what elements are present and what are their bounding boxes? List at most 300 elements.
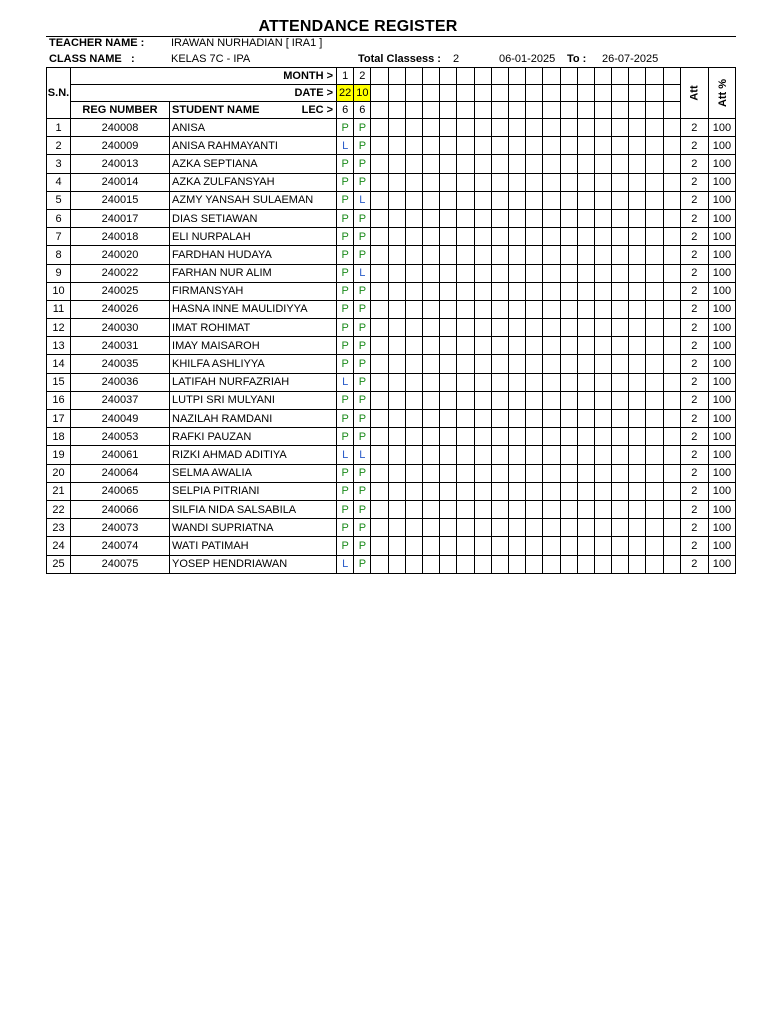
attendance-mark: P [337, 410, 354, 428]
empty-cell [474, 85, 491, 102]
empty-cell [612, 119, 629, 137]
empty-cell [577, 464, 594, 482]
empty-cell [491, 85, 508, 102]
empty-cell [508, 102, 525, 119]
empty-cell [440, 68, 457, 85]
empty-cell [457, 282, 474, 300]
empty-cell [663, 555, 680, 573]
empty-cell [405, 264, 422, 282]
empty-cell [371, 482, 388, 500]
empty-cell [594, 391, 611, 409]
att-percent: 100 [708, 500, 735, 518]
attendance-mark: P [354, 537, 371, 555]
serial-number: 9 [47, 264, 71, 282]
attendance-mark: P [354, 391, 371, 409]
attendance-mark: P [337, 173, 354, 191]
empty-cell [526, 155, 543, 173]
empty-cell [474, 428, 491, 446]
table-row [47, 137, 736, 155]
attendance-mark: L [337, 555, 354, 573]
empty-cell [457, 246, 474, 264]
empty-cell [629, 519, 646, 537]
empty-cell [388, 137, 405, 155]
att-count: 2 [680, 500, 708, 518]
empty-cell [594, 246, 611, 264]
empty-cell [508, 68, 525, 85]
empty-cell [594, 519, 611, 537]
student-name: NAZILAH RAMDANI [170, 410, 337, 428]
table-row [47, 355, 736, 373]
empty-cell [663, 173, 680, 191]
attendance-mark: P [354, 482, 371, 500]
empty-cell [594, 319, 611, 337]
attendance-mark: P [354, 337, 371, 355]
empty-cell [577, 337, 594, 355]
empty-cell [371, 85, 388, 102]
table-row [47, 209, 736, 227]
empty-cell [388, 173, 405, 191]
serial-number: 17 [47, 410, 71, 428]
empty-cell [491, 300, 508, 318]
student-name-header: STUDENT NAME [172, 104, 260, 116]
reg-number: 240053 [71, 428, 170, 446]
empty-cell [508, 446, 525, 464]
empty-cell [491, 191, 508, 209]
table-row [47, 482, 736, 500]
empty-cell [508, 246, 525, 264]
empty-cell [474, 319, 491, 337]
empty-cell [440, 373, 457, 391]
empty-cell [491, 464, 508, 482]
table-row [47, 155, 736, 173]
empty-cell [543, 282, 560, 300]
empty-cell [457, 155, 474, 173]
empty-cell [629, 410, 646, 428]
empty-cell [543, 391, 560, 409]
empty-cell [543, 264, 560, 282]
empty-cell [491, 355, 508, 373]
empty-cell [491, 537, 508, 555]
empty-cell [560, 337, 577, 355]
att-count: 2 [680, 391, 708, 409]
empty-cell [594, 155, 611, 173]
empty-cell [388, 428, 405, 446]
month-cell: 2 [354, 68, 371, 85]
empty-cell [629, 428, 646, 446]
empty-cell [405, 482, 422, 500]
empty-cell [646, 85, 663, 102]
empty-cell [594, 464, 611, 482]
reg-number: 240037 [71, 391, 170, 409]
empty-cell [457, 410, 474, 428]
empty-cell [612, 355, 629, 373]
empty-cell [388, 282, 405, 300]
attendance-mark: L [354, 264, 371, 282]
empty-cell [440, 173, 457, 191]
attendance-mark: P [337, 119, 354, 137]
att-count: 2 [680, 373, 708, 391]
att-count: 2 [680, 191, 708, 209]
date-cell: 10 [354, 85, 371, 102]
student-name: IMAY MAISAROH [170, 337, 337, 355]
empty-cell [543, 246, 560, 264]
empty-cell [491, 519, 508, 537]
empty-cell [405, 519, 422, 537]
empty-cell [646, 228, 663, 246]
empty-cell [405, 410, 422, 428]
empty-cell [577, 555, 594, 573]
empty-cell [612, 482, 629, 500]
table-row [47, 464, 736, 482]
empty-cell [594, 228, 611, 246]
empty-cell [663, 155, 680, 173]
empty-cell [646, 246, 663, 264]
att-percent: 100 [708, 246, 735, 264]
empty-cell [526, 282, 543, 300]
empty-cell [371, 337, 388, 355]
empty-cell [526, 355, 543, 373]
empty-cell [594, 119, 611, 137]
empty-cell [474, 228, 491, 246]
empty-cell [440, 355, 457, 373]
serial-number: 2 [47, 137, 71, 155]
empty-cell [371, 155, 388, 173]
empty-cell [646, 300, 663, 318]
empty-cell [543, 373, 560, 391]
empty-cell [423, 319, 440, 337]
empty-cell [388, 482, 405, 500]
empty-cell [457, 300, 474, 318]
empty-cell [526, 555, 543, 573]
reg-number: 240065 [71, 482, 170, 500]
attendance-mark: P [337, 482, 354, 500]
empty-cell [457, 102, 474, 119]
table-row [47, 410, 736, 428]
empty-cell [440, 264, 457, 282]
empty-cell [440, 391, 457, 409]
empty-cell [594, 410, 611, 428]
empty-cell [577, 410, 594, 428]
att-count: 2 [680, 264, 708, 282]
empty-cell [457, 428, 474, 446]
period-from: 06-01-2025 [499, 53, 556, 65]
attendance-mark: P [337, 246, 354, 264]
empty-cell [371, 300, 388, 318]
empty-cell [594, 373, 611, 391]
empty-cell [646, 464, 663, 482]
empty-cell [526, 102, 543, 119]
att-header-label: Att [688, 85, 701, 101]
empty-cell [646, 428, 663, 446]
empty-cell [474, 537, 491, 555]
empty-cell [663, 500, 680, 518]
empty-cell [560, 209, 577, 227]
attendance-mark: P [354, 319, 371, 337]
sn-header: S.N. [47, 68, 71, 119]
empty-cell [371, 191, 388, 209]
attendance-mark: P [354, 282, 371, 300]
empty-cell [388, 119, 405, 137]
empty-cell [405, 85, 422, 102]
empty-cell [423, 337, 440, 355]
serial-number: 20 [47, 464, 71, 482]
reg-number: 240022 [71, 264, 170, 282]
att-count: 2 [680, 173, 708, 191]
serial-number: 12 [47, 319, 71, 337]
empty-cell [457, 264, 474, 282]
empty-cell [646, 155, 663, 173]
att-count: 2 [680, 319, 708, 337]
attendance-mark: P [354, 373, 371, 391]
serial-number: 16 [47, 391, 71, 409]
empty-cell [491, 102, 508, 119]
att-percent: 100 [708, 373, 735, 391]
empty-cell [577, 264, 594, 282]
reg-number: 240066 [71, 500, 170, 518]
empty-cell [612, 428, 629, 446]
empty-cell [474, 300, 491, 318]
empty-cell [577, 446, 594, 464]
attendance-mark: P [354, 355, 371, 373]
empty-cell [371, 410, 388, 428]
empty-cell [560, 191, 577, 209]
att-count: 2 [680, 428, 708, 446]
empty-cell [526, 228, 543, 246]
empty-cell [440, 155, 457, 173]
serial-number: 3 [47, 155, 71, 173]
empty-cell [612, 264, 629, 282]
empty-cell [526, 464, 543, 482]
empty-cell [560, 246, 577, 264]
empty-cell [440, 519, 457, 537]
reg-number: 240008 [71, 119, 170, 137]
empty-cell [491, 264, 508, 282]
date-cell: 22 [337, 85, 354, 102]
empty-cell [405, 155, 422, 173]
empty-cell [543, 355, 560, 373]
date-header: DATE > [71, 85, 337, 102]
attendance-mark: P [354, 173, 371, 191]
empty-cell [594, 500, 611, 518]
empty-cell [629, 537, 646, 555]
serial-number: 5 [47, 191, 71, 209]
att-count: 2 [680, 337, 708, 355]
empty-cell [440, 246, 457, 264]
empty-cell [423, 373, 440, 391]
att-percent: 100 [708, 355, 735, 373]
lec-cell: 6 [337, 102, 354, 119]
empty-cell [646, 519, 663, 537]
table-row [47, 555, 736, 573]
empty-cell [663, 228, 680, 246]
reg-number: 240009 [71, 137, 170, 155]
reg-number: 240036 [71, 373, 170, 391]
student-name: SELPIA PITRIANI [170, 482, 337, 500]
empty-cell [405, 191, 422, 209]
empty-cell [577, 300, 594, 318]
attendance-mark: P [337, 319, 354, 337]
empty-cell [423, 555, 440, 573]
attendance-mark: P [337, 264, 354, 282]
empty-cell [543, 410, 560, 428]
empty-cell [388, 410, 405, 428]
empty-cell [388, 446, 405, 464]
empty-cell [371, 500, 388, 518]
attendance-mark: P [337, 300, 354, 318]
empty-cell [405, 391, 422, 409]
empty-cell [474, 137, 491, 155]
empty-cell [423, 246, 440, 264]
empty-cell [474, 102, 491, 119]
empty-cell [440, 555, 457, 573]
empty-cell [629, 391, 646, 409]
empty-cell [388, 319, 405, 337]
empty-cell [405, 119, 422, 137]
lec-header: LEC > [301, 104, 334, 116]
empty-cell [423, 137, 440, 155]
empty-cell [371, 264, 388, 282]
student-name: DIAS SETIAWAN [170, 209, 337, 227]
att-count: 2 [680, 282, 708, 300]
empty-cell [612, 464, 629, 482]
empty-cell [491, 500, 508, 518]
title-underline [46, 36, 736, 37]
reg-number: 240074 [71, 537, 170, 555]
empty-cell [457, 119, 474, 137]
serial-number: 11 [47, 300, 71, 318]
empty-cell [629, 337, 646, 355]
empty-cell [577, 68, 594, 85]
empty-cell [594, 137, 611, 155]
empty-cell [560, 119, 577, 137]
empty-cell [371, 555, 388, 573]
attendance-mark: P [354, 228, 371, 246]
att-percent: 100 [708, 482, 735, 500]
empty-cell [560, 85, 577, 102]
empty-cell [508, 555, 525, 573]
empty-cell [508, 191, 525, 209]
empty-cell [371, 373, 388, 391]
att-percent: 100 [708, 464, 735, 482]
empty-cell [612, 300, 629, 318]
empty-cell [526, 537, 543, 555]
empty-cell [440, 337, 457, 355]
empty-cell [577, 191, 594, 209]
empty-cell [457, 85, 474, 102]
student-name: RIZKI AHMAD ADITIYA [170, 446, 337, 464]
empty-cell [629, 264, 646, 282]
attendance-mark: P [337, 228, 354, 246]
empty-cell [371, 319, 388, 337]
attendance-mark: P [337, 464, 354, 482]
att-percent: 100 [708, 428, 735, 446]
empty-cell [663, 264, 680, 282]
empty-cell [474, 373, 491, 391]
empty-cell [388, 155, 405, 173]
empty-cell [508, 85, 525, 102]
empty-cell [663, 137, 680, 155]
reg-number: 240075 [71, 555, 170, 573]
empty-cell [560, 410, 577, 428]
total-classes-value: 2 [453, 53, 460, 65]
empty-cell [629, 500, 646, 518]
empty-cell [526, 519, 543, 537]
table-row [47, 391, 736, 409]
serial-number: 23 [47, 519, 71, 537]
empty-cell [612, 209, 629, 227]
empty-cell [612, 191, 629, 209]
empty-cell [491, 410, 508, 428]
empty-cell [371, 68, 388, 85]
empty-cell [371, 246, 388, 264]
empty-cell [508, 482, 525, 500]
empty-cell [423, 355, 440, 373]
empty-cell [612, 102, 629, 119]
attendance-mark: P [337, 428, 354, 446]
empty-cell [491, 137, 508, 155]
empty-cell [405, 300, 422, 318]
empty-cell [474, 155, 491, 173]
empty-cell [508, 300, 525, 318]
empty-cell [405, 137, 422, 155]
empty-cell [663, 68, 680, 85]
header-row-month [47, 68, 736, 85]
empty-cell [508, 319, 525, 337]
empty-cell [474, 119, 491, 137]
att-count: 2 [680, 519, 708, 537]
att-percent: 100 [708, 228, 735, 246]
serial-number: 15 [47, 373, 71, 391]
att-percent: 100 [708, 300, 735, 318]
empty-cell [491, 173, 508, 191]
att-count: 2 [680, 446, 708, 464]
empty-cell [423, 209, 440, 227]
empty-cell [612, 373, 629, 391]
attendance-mark: P [337, 155, 354, 173]
empty-cell [423, 391, 440, 409]
empty-cell [629, 68, 646, 85]
empty-cell [663, 282, 680, 300]
empty-cell [508, 391, 525, 409]
empty-cell [594, 555, 611, 573]
empty-cell [474, 355, 491, 373]
empty-cell [388, 246, 405, 264]
empty-cell [371, 173, 388, 191]
empty-cell [629, 282, 646, 300]
att-count: 2 [680, 482, 708, 500]
reg-number: 240031 [71, 337, 170, 355]
serial-number: 22 [47, 500, 71, 518]
student-name: SELMA AWALIA [170, 464, 337, 482]
empty-cell [526, 410, 543, 428]
empty-cell [560, 555, 577, 573]
empty-cell [405, 173, 422, 191]
empty-cell [543, 228, 560, 246]
empty-cell [663, 102, 680, 119]
attendance-mark: L [354, 446, 371, 464]
empty-cell [371, 282, 388, 300]
attendance-mark: P [337, 500, 354, 518]
empty-cell [577, 482, 594, 500]
lec-cell: 6 [354, 102, 371, 119]
empty-cell [543, 300, 560, 318]
empty-cell [577, 246, 594, 264]
attendance-mark: P [354, 155, 371, 173]
empty-cell [543, 85, 560, 102]
empty-cell [560, 373, 577, 391]
empty-cell [457, 355, 474, 373]
empty-cell [474, 246, 491, 264]
